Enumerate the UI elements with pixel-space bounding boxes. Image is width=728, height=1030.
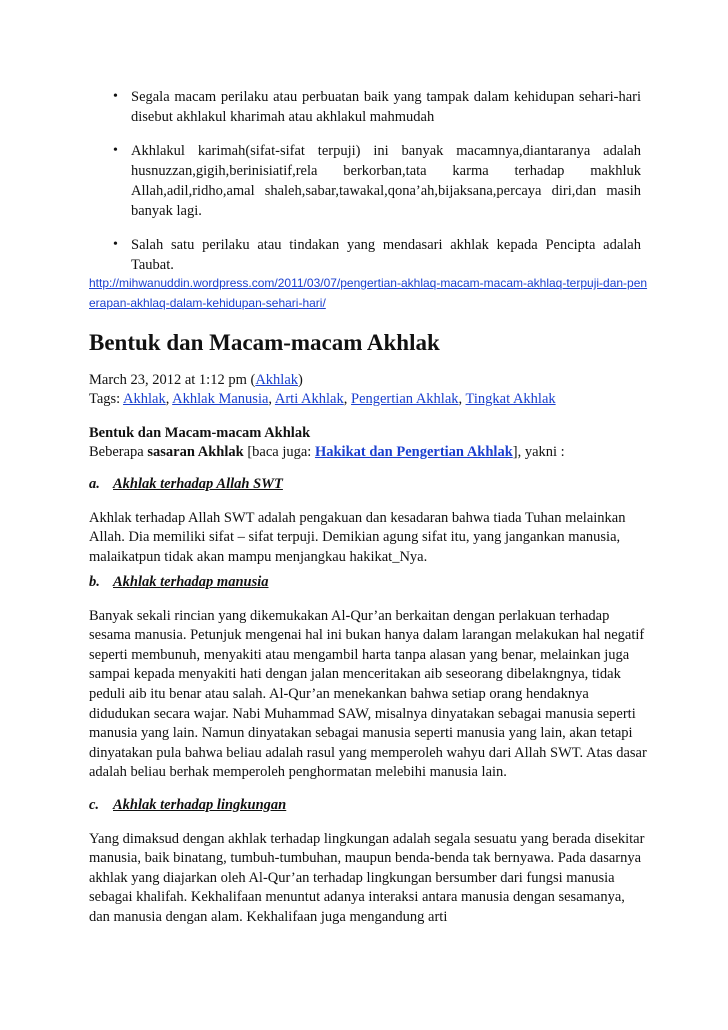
section-body: Banyak sekali rincian yang dikemukakan Al-Qur’an berkaitan dengan perlakuan terhadap sesama manusia. Petunjuk mengenai hal ini bukan hanya dalam larangan melakukan hal negatif seperti membunuh, menyakiti atau mengambil harta tanpa alasan yang benar, melainkan juga sampai kepada menyakiti hati dengan jalan menceritakan aib seseorang dibelakngnya, tidak peduli aib itu benar atau salah. Al-Qur’an menekankan bahwa setiap orang hendaknya didudukan secara wajar. Nabi Muhammad SAW, misalnya dinyatakan sebagai manusia seperti manusia yang lain. Namun dinyatakan sebagai manusia seperti manusia yang lain, akan tetapi dinyatakan pula bahwa beliau adalah rasul yang memperoleh wahyu dari Allah SWT. Atas dasar adalah beliau berhak memperoleh penghormatan melebihi manusia lain. xyxy=(89,607,647,781)
section-heading: c. Akhlak terhadap lingkungan xyxy=(89,797,287,813)
post-date: March 23, 2012 at 1:12 pm ( xyxy=(89,372,256,388)
tag-link[interactable]: Tingkat Akhlak xyxy=(465,391,556,407)
post-subtitle: Bentuk dan Macam-macam Akhlak xyxy=(89,425,311,441)
bullet-icon: • xyxy=(113,89,118,104)
section-heading: b. Akhlak terhadap manusia xyxy=(89,574,269,590)
post-date-line: March 23, 2012 at 1:12 pm (Akhlak) xyxy=(89,372,303,388)
tags-label: Tags: xyxy=(89,391,124,407)
section-heading: a. Akhlak terhadap Allah SWT xyxy=(89,476,283,492)
tag-link[interactable]: Akhlak Manusia xyxy=(172,391,269,407)
tag-link[interactable]: Arti Akhlak xyxy=(274,391,344,407)
section-c xyxy=(89,796,649,928)
bullet-icon: • xyxy=(113,237,118,252)
section-a xyxy=(89,475,649,567)
bullet-list xyxy=(93,87,641,289)
tags-line: Tags: Akhlak, Akhlak Manusia, Arti Akhlak, Pengertian Akhlak, Tingkat Akhlak xyxy=(89,391,556,407)
tag-link[interactable]: Pengertian Akhlak xyxy=(351,391,459,407)
related-link[interactable]: Hakikat dan Pengertian Akhlak xyxy=(314,444,513,460)
tag-link[interactable]: Akhlak xyxy=(123,391,166,407)
post-title: Bentuk dan Macam-macam Akhlak xyxy=(89,330,440,355)
source-link[interactable]: http://mihwanuddin.wordpress.com/2011/03/07/pengertian-akhlaq-macam-macam-akhlaq-terpuji-dan-penerapan-akhlaq-dalam-kehidupan-sehari-hari/ xyxy=(89,276,648,310)
intro-line: Beberapa sasaran Akhlak [baca juga: Hakikat dan Pengertian Akhlak], yakni : xyxy=(89,444,565,460)
post-meta xyxy=(89,371,689,462)
bullet-item: • Segala macam perilaku atau perbuatan baik yang tampak dalam kehidupan sehari-hari disebut akhlakul kharimah atau akhlakul mahmudah xyxy=(113,89,641,125)
bullet-item: • Salah satu perilaku atau tindakan yang mendasari akhlak kepada Pencipta adalah Taubat. xyxy=(113,237,641,273)
bullet-icon: • xyxy=(113,143,118,158)
category-link[interactable]: Akhlak xyxy=(255,372,299,388)
section-b xyxy=(89,573,649,783)
bullet-item: • Akhlakul karimah(sifat-sifat terpuji) ini banyak macamnya,diantaranya adalah husnuzzan,gigih,berinisiatif,rela berkorban,tata karma terhadap makhluk Allah,adil,ridho,amal shaleh,sabar,tawakal,qona’ah,bijaksana,percaya diri,dan masih banyak lagi. xyxy=(113,143,641,219)
section-body: Yang dimaksud dengan akhlak terhadap lingkungan adalah segala sesuatu yang berada disekitar manusia, baik binatang, tumbuh-tumbuhan, maupun benda-benda tak bernyawa. Pada dasarnya akhlak yang diajarkan oleh Al-Qur’an terhadap lingkungan bersumber dari fungsi manusia sebagai khalifah. Kekhalifaan menuntut adanya interaksi antara manusia dengan sesamanya, dan manusia dengan alam. Kekhalifaan juga mengandung arti xyxy=(89,830,645,925)
section-body: Akhlak terhadap Allah SWT adalah pengakuan dan kesadaran bahwa tiada Tuhan melainkan Allah. Dia memiliki sifat – sifat terpuji. Demikian agung sifat itu, yang jangankan manusia, malaikatpun tidak akan mampu menjangkau hakikat_Nya. xyxy=(89,509,626,565)
